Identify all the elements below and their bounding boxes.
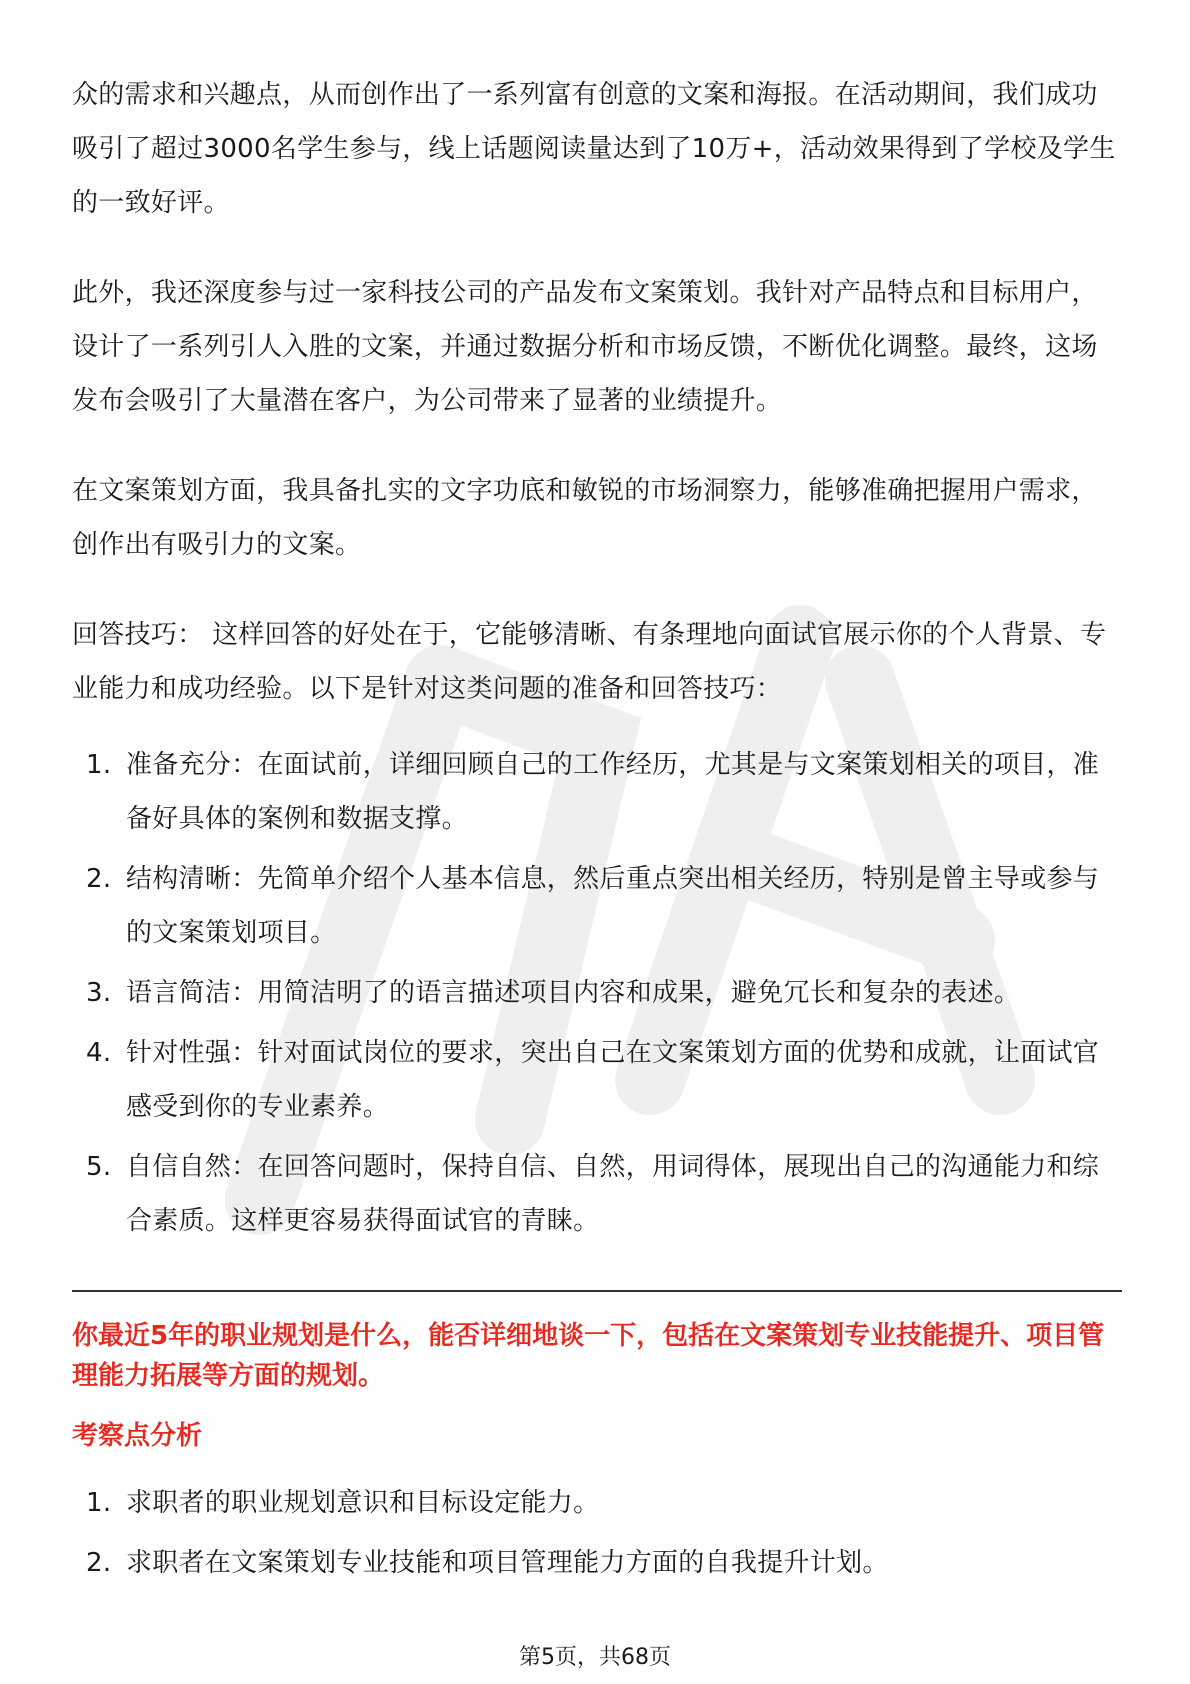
list-number: 1. bbox=[86, 1488, 112, 1518]
list-item bbox=[72, 738, 1122, 846]
list-number: 2. bbox=[86, 864, 112, 894]
list-text: 求职者在文案策划专业技能和项目管理能力方面的自我提升计划。 bbox=[126, 1548, 889, 1578]
list-number: 1. bbox=[86, 750, 112, 780]
list-number: 3. bbox=[86, 978, 112, 1008]
document-body bbox=[72, 68, 1122, 1596]
section-divider bbox=[72, 1290, 1122, 1292]
list-item bbox=[72, 1536, 1122, 1590]
list-item bbox=[72, 852, 1122, 960]
analysis-heading: 考察点分析 bbox=[72, 1421, 203, 1451]
list-text: 求职者的职业规划意识和目标设定能力。 bbox=[126, 1488, 600, 1518]
paragraph: 此外，我还深度参与过一家科技公司的产品发布文案策划。我针对产品特点和目标用户，设计了一系列引人入胜的文案，并通过数据分析和市场反馈，不断优化调整。最终，这场发布会吸引了大量潜在客户，为公司带来了显著的业绩提升。 bbox=[72, 278, 1098, 416]
paragraph: 众的需求和兴趣点，从而创作出了一系列富有创意的文案和海报。在活动期间，我们成功吸引了超过3000名学生参与，线上话题阅读量达到了10万+，活动效果得到了学校及学生的一致好评。 bbox=[72, 80, 1116, 218]
list-text: 针对性强：针对面试岗位的要求，突出自己在文案策划方面的优势和成就，让面试官感受到你的专业素养。 bbox=[126, 1038, 1100, 1122]
page-footer: 第5页，共68页 bbox=[519, 1645, 671, 1670]
list-number: 5. bbox=[86, 1152, 112, 1182]
list-number: 2. bbox=[86, 1548, 112, 1578]
interview-question: 你最近5年的职业规划是什么，能否详细地谈一下，包括在文案策划专业技能提升、项目管理能力拓展等方面的规划。 bbox=[72, 1321, 1105, 1391]
analysis-list bbox=[72, 1476, 1122, 1590]
paragraph: 在文案策划方面，我具备扎实的文字功底和敏锐的市场洞察力，能够准确把握用户需求，创作出有吸引力的文案。 bbox=[72, 476, 1098, 560]
list-number: 4. bbox=[86, 1038, 112, 1068]
list-item bbox=[72, 1476, 1122, 1530]
list-text: 语言简洁：用简洁明了的语言描述项目内容和成果，避免冗长和复杂的表述。 bbox=[126, 978, 1021, 1008]
list-text: 自信自然：在回答问题时，保持自信、自然，用词得体，展现出自己的沟通能力和综合素质。这样更容易获得面试官的青睐。 bbox=[126, 1152, 1100, 1236]
list-item bbox=[72, 1026, 1122, 1134]
list-text: 结构清晰：先简单介绍个人基本信息，然后重点突出相关经历，特别是曾主导或参与的文案策划项目。 bbox=[126, 864, 1100, 948]
list-item bbox=[72, 966, 1122, 1020]
answer-tips-intro: 回答技巧： 这样回答的好处在于，它能够清晰、有条理地向面试官展示你的个人背景、专业能力和成功经验。以下是针对这类问题的准备和回答技巧： bbox=[72, 620, 1107, 704]
list-item bbox=[72, 1140, 1122, 1248]
list-text: 准备充分：在面试前，详细回顾自己的工作经历，尤其是与文案策划相关的项目，准备好具体的案例和数据支撑。 bbox=[126, 750, 1100, 834]
tips-list bbox=[72, 738, 1122, 1248]
